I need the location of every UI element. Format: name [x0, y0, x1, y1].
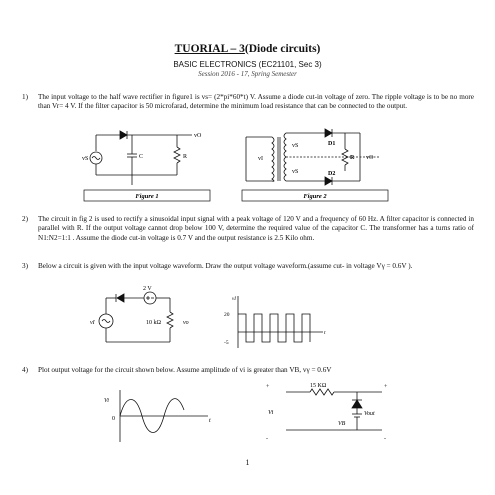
- fig4-axis-label: Vi: [104, 398, 109, 404]
- fig4-minus-left: -: [266, 436, 268, 442]
- course-name: BASIC ELECTRONICS (EC21101, Sec 3): [173, 60, 322, 69]
- question-number: 1): [22, 93, 28, 101]
- fig1-vo-label: vO: [194, 133, 202, 139]
- fig4-vi-label: Vi: [268, 409, 274, 416]
- figure-3-circuit: [88, 284, 198, 354]
- question-text: Below a circuit is given with the input voltage waveform. Draw the output voltage waveform.(assume cut- in voltage Vγ = 0.6V ).: [38, 262, 413, 270]
- fig4-x-label: t: [209, 418, 211, 424]
- fig2-d2-label: D2: [328, 171, 336, 177]
- figure-2-circuit: [240, 125, 390, 203]
- fig3-x-label: t: [324, 330, 326, 336]
- figure-1-circuit: [82, 125, 212, 203]
- page-number: 1: [245, 458, 250, 467]
- fig2-r-label: R: [350, 155, 355, 161]
- fig2-vs-label-top: vS: [292, 143, 299, 149]
- fig3-wave-axis-label: vI: [232, 297, 236, 302]
- fig1-c-label: C: [139, 154, 144, 160]
- fig1-vs-label: vS: [82, 156, 89, 162]
- fig4-plus-left: +: [266, 384, 270, 390]
- fig4-minus-right: -: [384, 436, 386, 442]
- fig4-vb-label: VB: [338, 421, 346, 427]
- fig2-vi-label: vI: [258, 156, 263, 162]
- question-text: Plot output voltage for the circuit shown below. Assume amplitude of vi is greater than VB, vγ = 0.6V: [38, 366, 332, 374]
- fig2-vs-label-bottom: vS: [292, 169, 299, 175]
- fig4-resistor-label: 15 KΩ: [310, 383, 327, 389]
- session-text: Session 2016 - 17, Spring Semester: [198, 70, 297, 78]
- question-text: The input voltage to the half wave rectifier in figure1 is vs= (2*pi*60*t) V. Assume a diode cut-in voltage of zero. The ripple voltage is to be no more than Vr= 4 V. If the filter capacitor is 50 microfarad, determine the minimum load resistance that can be connected to the output.: [38, 93, 474, 111]
- question-text: The circuit in fig 2 is used to rectify a sinusoidal input signal with a peak voltage of 120 V and a frequency of 60 Hz. A filter capacitor is connected in parallel with R. If the output voltage cannot drop below 100 V, determine the required value of the capacitor C. The transformer has a turns ratio of N1:N2=1:1 . Assume the diode cut-in voltage is 0.7 V and the output resistance is 2.5 Kilo ohm.: [38, 215, 474, 242]
- figure-4-circuit: [262, 378, 402, 446]
- fig4-vout-label: Vout: [364, 411, 375, 417]
- fig2-d1-label: D1: [328, 141, 336, 147]
- fig4-origin: 0: [112, 416, 115, 422]
- fig1-r-label: R: [183, 154, 188, 160]
- fig3-y-high: 20: [224, 312, 230, 318]
- question-3: [22, 262, 474, 271]
- question-1: [22, 93, 474, 112]
- title-subtitle: (Diode circuits): [244, 43, 321, 55]
- question-number: 3): [22, 262, 28, 270]
- fig2-caption: Figure 2: [303, 193, 327, 200]
- title-main: TUORIAL – 3: [174, 43, 245, 55]
- figure-4-sine-plot: [98, 388, 218, 446]
- question-number: 2): [22, 215, 28, 223]
- page-title: [0, 43, 495, 55]
- question-4: [22, 366, 474, 375]
- figure-3-waveform: [218, 294, 338, 352]
- question-number: 4): [22, 366, 28, 374]
- fig3-y-low: -5: [224, 340, 229, 346]
- fig2-vo-label: vO: [366, 155, 374, 161]
- fig3-vi-label: vI: [90, 320, 95, 326]
- fig4-plus-right: +: [384, 384, 388, 390]
- question-2: [22, 215, 474, 243]
- fig3-source-label: 2 V: [143, 286, 152, 292]
- fig3-vo-label: vo: [183, 320, 189, 326]
- fig3-resistor-label: 10 kΩ: [146, 320, 161, 326]
- fig1-caption: Figure 1: [135, 193, 159, 200]
